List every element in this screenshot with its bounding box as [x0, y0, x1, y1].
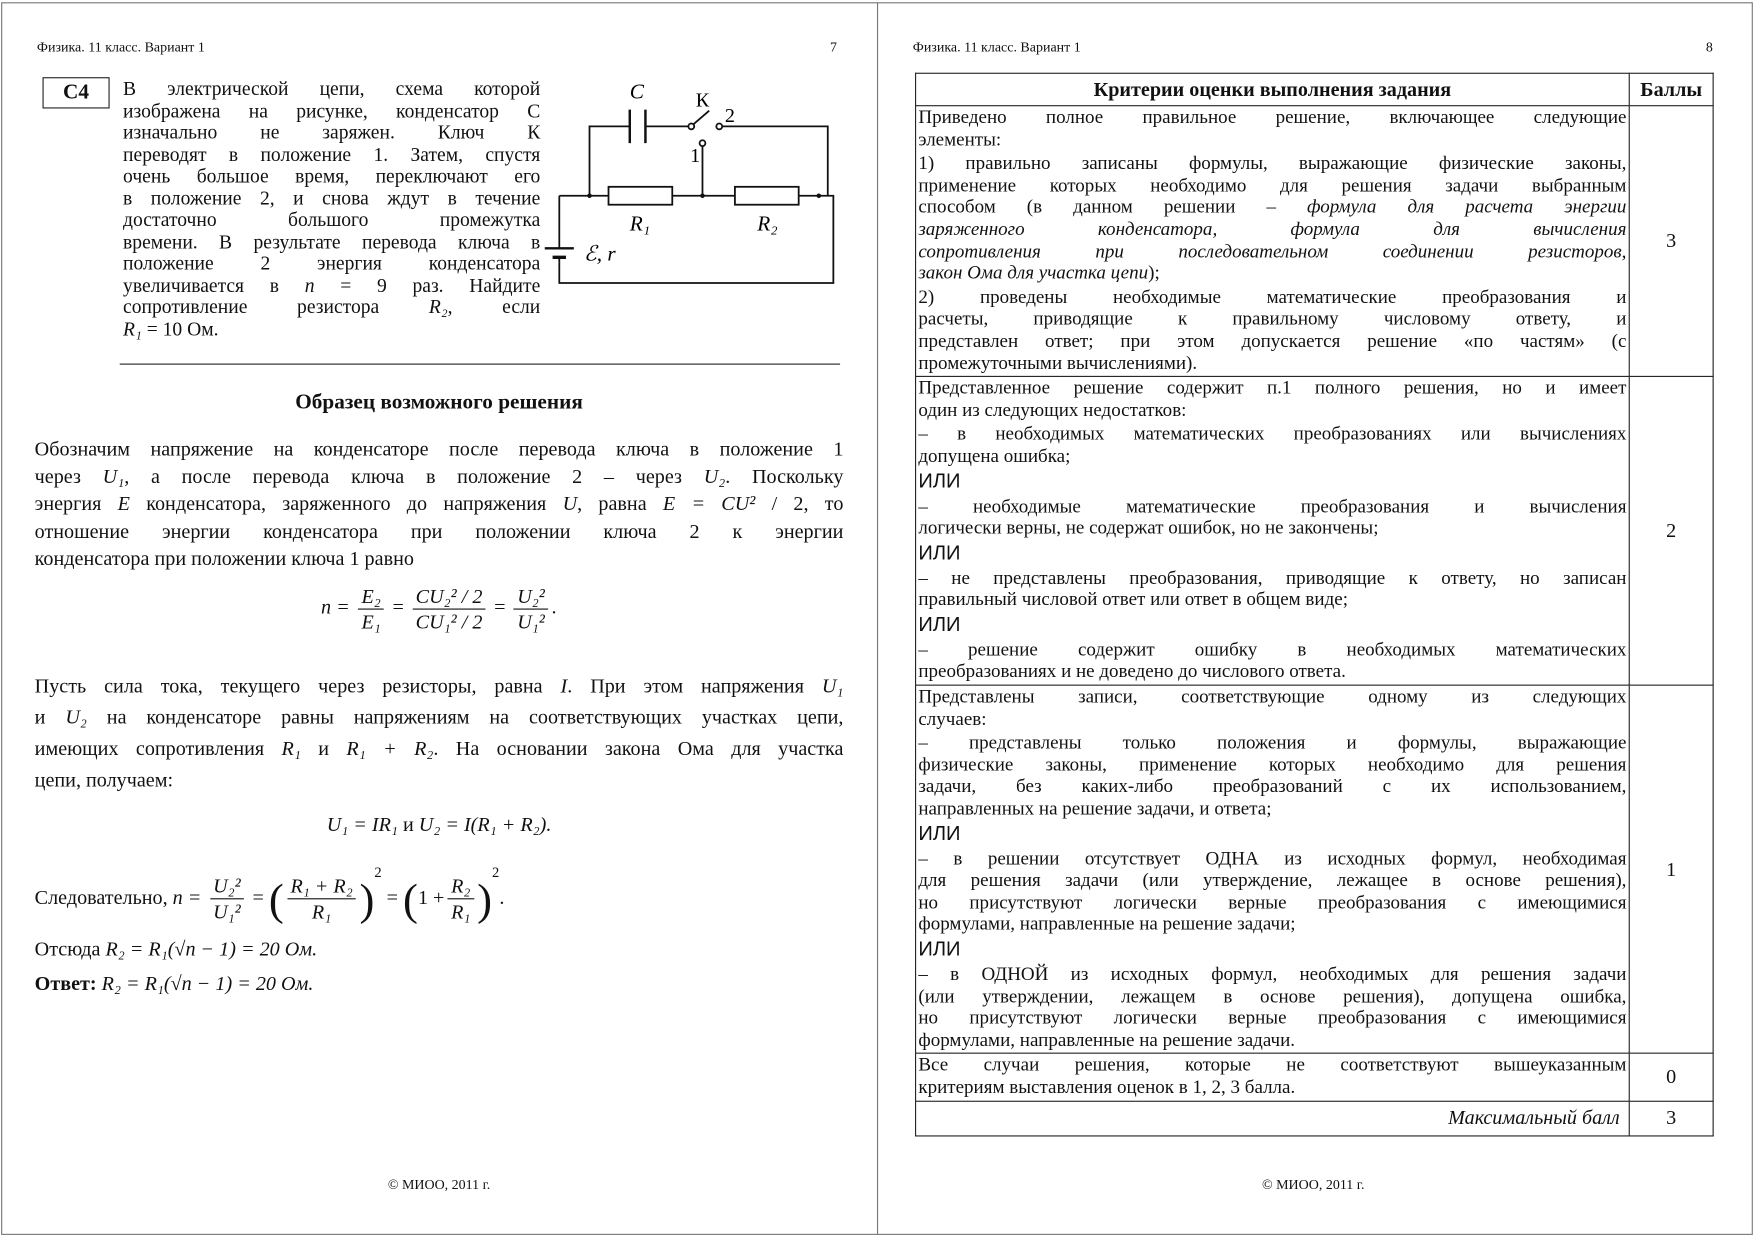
text-segment: через: [34, 464, 103, 488]
equals: =: [494, 595, 506, 619]
paragraph: [918, 567, 1626, 611]
text-segment: = 10 Ом.: [141, 317, 219, 340]
text-line: Представлены записи, соответствующие одному из следующих: [918, 685, 1627, 708]
text-line: цепи, получаем:: [34, 768, 174, 791]
text-line: применение которых необходимо для решения задачи выбранным: [918, 174, 1627, 196]
text-line: допущена ошибка;: [918, 445, 1071, 467]
text-line: [35, 670, 844, 701]
paragraph: [918, 469, 1626, 492]
answer-expression: R₂ = R₁(√n − 1) = 20 Ом.: [101, 972, 314, 995]
text-line: – не представлены преобразования, приводящие к ответу, но записан: [918, 566, 1627, 589]
text-line: случаев:: [918, 707, 987, 729]
text-line: изначально не заряжен. Ключ К: [123, 120, 541, 144]
task-label: С4: [43, 77, 110, 108]
period: .: [499, 885, 505, 909]
criteria-cell: [916, 685, 1630, 1053]
hence-line: [35, 937, 318, 960]
italic-text: сопротивления при последовательном соединении резисторов,: [918, 240, 1627, 262]
text-line: формулами, направленные на решение задачи;: [918, 913, 1296, 935]
solution-title: Образец возможного решения: [295, 390, 583, 414]
formula-u1: U₁ = IR₁: [326, 813, 398, 836]
score-cell: 1: [1629, 685, 1713, 1053]
footer-left: © МИОО, 2011 г.: [387, 1176, 491, 1193]
text-line: представлен ответ; при этом допускается решение «по частям» (с: [918, 329, 1627, 352]
text-line: – представлены только положения и формулы, выражающие: [918, 731, 1627, 754]
text-line: [35, 463, 844, 490]
or-separator: ИЛИ: [918, 612, 961, 636]
score-cell: 2: [1629, 377, 1713, 686]
text-line: В электрической цепи, схема которой: [123, 77, 541, 100]
fraction: $\frac{\text{R₂}}{\text{R₁}}$: [448, 874, 474, 924]
text-line: [918, 218, 1626, 240]
italic-text: U₂: [703, 464, 726, 488]
text-line: задачи, без каких-либо преобразований с их использованием,: [918, 775, 1627, 797]
page-number-left: 7: [830, 39, 837, 55]
text-line: правильный числовой ответ или ответ в общем виде;: [918, 588, 1348, 610]
paragraph: [918, 152, 1626, 284]
text-line: [123, 275, 540, 297]
paragraph: [918, 423, 1626, 467]
text-line: физические законы, применение которых необходимо для решения: [918, 753, 1627, 776]
text-segment: увеличивается в: [123, 273, 305, 296]
text-line: – в необходимых математических преобразованиях или вычислениях: [918, 423, 1627, 445]
fraction: $\frac{\text{R₁ + R₂}}{\text{R₁}}$: [287, 874, 356, 924]
circuit-diagram: [537, 69, 850, 298]
paragraph: [918, 937, 1626, 960]
exponent: 2: [492, 863, 500, 881]
equals: =: [392, 595, 404, 619]
paragraph: [123, 78, 540, 340]
fraction: $\frac{\text{U₂²}}{\text{U₁²}}$: [210, 874, 244, 924]
text-line: Представленное решение содержит п.1 полного решения, но и имеет: [918, 377, 1627, 399]
text-segment: Пусть сила тока, текущего через резисторы, равна: [34, 674, 561, 697]
text-line: переводят в положение 1. Затем, спустя: [123, 142, 541, 165]
text-segment: на конденсаторе равны напряжениям на соответствующих участках цепи,: [86, 705, 844, 729]
paragraph: [918, 613, 1626, 636]
text-line: расчеты, приводящие к правильному числовому ответу, и: [918, 307, 1627, 330]
text-line: [123, 318, 540, 340]
italic-text: заряженного конденсатора, формула для вычисления: [918, 218, 1627, 240]
paragraph: [918, 541, 1626, 564]
fraction: $\frac{\text{CU₂² / 2}}{\text{CU₁² / 2}}$: [412, 584, 485, 634]
italic-text: закон Ома для участка цепи: [918, 261, 1149, 284]
text-segment: и: [34, 705, 66, 729]
or-separator: ИЛИ: [918, 937, 961, 960]
text-line: критериям выставления оценок в 1, 2, 3 балла.: [918, 1076, 1296, 1098]
text-line: в положение 2, и снова ждут в течение: [123, 186, 541, 209]
italic-text: R₂: [428, 295, 448, 318]
max-score-label: Максимальный балл: [916, 1101, 1630, 1136]
page-header-left: Физика. 11 класс. Вариант 1: [36, 39, 205, 55]
criteria-cell: [916, 377, 1630, 686]
text-line: 1) правильно записаны формулы, выражающие физические законы,: [918, 152, 1627, 174]
one-plus: 1 +: [417, 885, 445, 909]
italic-text: U₂: [65, 705, 87, 729]
text-segment: );: [1148, 261, 1160, 284]
text-segment: энергия: [34, 492, 118, 515]
text-line: – решение содержит ошибку в необходимых математических: [918, 638, 1627, 660]
conjunction: и: [397, 813, 419, 836]
criteria-table: [915, 73, 1714, 1136]
score-cell: 3: [1629, 106, 1713, 377]
text-segment: имеющих сопротивления: [34, 737, 282, 760]
footer-right: © МИОО, 2011 г.: [1262, 1176, 1365, 1193]
text-line: но присутствуют логически верные преобразования с имеющимися: [918, 1006, 1627, 1029]
label-K: К: [695, 89, 710, 112]
italic-text: I: [560, 674, 568, 697]
text-segment: , равна: [577, 492, 663, 515]
text-line: Приведено полное правильное решение, включающее следующие: [918, 106, 1627, 128]
text-line: один из следующих недостатков:: [918, 399, 1187, 421]
text-line: – необходимые математические преобразования и вычисления: [918, 494, 1627, 517]
label-emf: ℰ, r: [583, 241, 616, 266]
task-text: [123, 78, 540, 342]
paragraph: [918, 732, 1626, 820]
hence-expression: R₂ = R₁(√n − 1) = 20 Ом.: [105, 937, 318, 960]
text-line: [35, 733, 844, 764]
text-segment: . При этом напряжения: [567, 674, 822, 697]
text-segment: = 9 раз. Найдите: [314, 273, 541, 296]
text-line: изображена на рисунке, конденсатор С: [123, 98, 541, 122]
period: .: [551, 595, 557, 619]
table-row: [916, 106, 1714, 377]
text-line: но присутствуют логически верные преобразования с имеющимися: [918, 891, 1627, 913]
text-line: [123, 296, 540, 318]
paragraph: [918, 377, 1626, 421]
formula-lhs: n =: [172, 885, 202, 909]
column-header-criteria: Критерии оценки выполнения задания: [916, 73, 1630, 105]
solution-paragraph-1: [35, 435, 844, 574]
equals: =: [386, 885, 399, 909]
text-line: [35, 701, 844, 732]
text-line: логически верны, не содержат ошибок, но не закончены;: [918, 516, 1379, 539]
table-row: [916, 685, 1714, 1053]
italic-text: формула для расчета энергии: [1306, 196, 1627, 218]
text-line: [35, 490, 844, 517]
text-line: направленных на решение задачи, и ответа;: [918, 797, 1272, 819]
paragraph: [918, 495, 1626, 539]
italic-text: n: [304, 273, 315, 296]
fraction: $\frac{\text{U₂²}}{\text{U₁²}}$: [514, 584, 548, 634]
page-number-right: 8: [1705, 39, 1713, 55]
table-row: [916, 1054, 1714, 1101]
text-line: для решения задачи (или утверждение, лежащее в основе решения),: [918, 869, 1627, 891]
formula-consequently: Следовательно, n = $\frac{\text{U₂²}}{\text{U₁²}}$ = ( $\frac{\text{R₁ + R₂}}{\text{R₁}}$ )$^2$ = (1 + $\frac{\text{R₂}}{\text{R₁}}$ )$^2$.: [34, 863, 505, 925]
divider: [120, 364, 840, 365]
text-line: промежуточными вычислениями).: [918, 351, 1198, 374]
text-segment: . На основании закона Ома для участка: [433, 737, 844, 760]
formula-u2: U₂ = I(R₁ + R₂).: [418, 813, 552, 836]
formula-lhs: n =: [321, 595, 350, 619]
text-line: [918, 240, 1626, 262]
paragraph: [918, 822, 1626, 845]
formula-prefix: Следовательно,: [34, 885, 168, 909]
text-line: отношение энергии конденсатора при положении ключа 2 к энергии: [34, 519, 844, 542]
text-line: элементы:: [918, 128, 1002, 150]
text-segment: , если: [447, 295, 541, 318]
text-line: конденсатора при положении ключа 1 равно: [34, 546, 414, 570]
italic-text: E = CU²: [662, 492, 756, 515]
text-segment: / 2, то: [755, 492, 844, 515]
label-C: C: [629, 79, 644, 104]
solution-paragraph-2: [35, 670, 844, 798]
text-line: положение 2 энергия конденсатора: [123, 251, 541, 275]
paragraph: [918, 106, 1626, 150]
italic-text: U: [562, 492, 578, 515]
paragraph: [918, 1054, 1626, 1098]
text-line: преобразованиях и не доведено до числового ответа.: [918, 660, 1346, 682]
column-header-score: Баллы: [1629, 73, 1713, 105]
table-header-row: [916, 73, 1714, 105]
page-header-right: Физика. 11 класс. Вариант 1: [912, 39, 1081, 55]
paragraph: [918, 963, 1626, 1051]
formula-energy-ratio: [321, 584, 557, 634]
criteria-cell: [916, 1054, 1630, 1101]
italic-text: U₁: [821, 674, 844, 697]
text-segment: способом (в данном решении –: [918, 196, 1307, 218]
equals: =: [252, 885, 264, 909]
italic-text: R₁: [123, 317, 142, 340]
paragraph: [918, 847, 1626, 935]
text-line: времени. В результате перевода ключа в: [123, 229, 541, 253]
table-row: [916, 377, 1714, 686]
label-pos1: 1: [690, 145, 701, 168]
label-R1: R₁: [629, 211, 651, 236]
max-score-row: [916, 1101, 1714, 1136]
or-separator: ИЛИ: [918, 541, 961, 564]
text-segment: и: [300, 737, 347, 760]
text-line: формулами, направленные на решение задачи.: [918, 1028, 1296, 1051]
italic-text: U₁: [102, 464, 125, 488]
text-segment: сопротивление резистора: [123, 295, 429, 318]
or-separator: ИЛИ: [918, 821, 961, 845]
answer-line: [35, 972, 314, 995]
text-segment: . Поскольку: [725, 464, 844, 488]
formula-ohm: [35, 813, 844, 836]
text-line: – в ОДНОЙ из исходных формул, необходимых для решения задачи: [918, 963, 1627, 985]
text-segment: конденсатора, заряженного до напряжения: [129, 492, 563, 515]
text-line: Обозначим напряжение на конденсаторе после перевода ключа в положение 1: [34, 437, 844, 460]
exponent: 2: [374, 863, 382, 881]
text-line: 2) проведены необходимые математические преобразования и: [918, 286, 1627, 308]
italic-text: R₁ + R₂: [346, 737, 434, 760]
text-line: [918, 196, 1626, 218]
max-score-value: 3: [1629, 1101, 1713, 1136]
score-cell: 0: [1629, 1054, 1713, 1101]
text-line: [918, 262, 1626, 284]
label-R2: R₂: [757, 211, 778, 236]
italic-text: E: [117, 492, 130, 515]
answer-label: Ответ:: [34, 972, 97, 995]
paragraph: [35, 670, 844, 795]
text-segment: , а после перевода ключа в положение 2 – через: [124, 464, 704, 488]
criteria-cell: [916, 106, 1630, 377]
label-pos2: 2: [724, 104, 735, 127]
paragraph: [918, 639, 1626, 683]
fraction: $\frac{\text{E₂}}{\text{E₁}}$: [358, 584, 384, 634]
text-line: Все случаи решения, которые не соответствуют вышеуказанным: [918, 1054, 1627, 1076]
text-line: достаточно большого промежутка: [123, 208, 541, 231]
text-line: – в решении отсутствует ОДНА из исходных формул, необходимая: [918, 847, 1627, 869]
italic-text: R₁: [281, 737, 301, 760]
paragraph: [918, 286, 1626, 374]
text-line: очень большое время, переключают его: [123, 164, 541, 187]
text-line: (или утверждении, лежащем в основе решения), допущена ошибка,: [918, 985, 1627, 1007]
or-separator: ИЛИ: [918, 469, 961, 492]
paragraph: [918, 686, 1626, 730]
hence-label: Отсюда: [34, 937, 101, 960]
paragraph: [35, 435, 844, 572]
